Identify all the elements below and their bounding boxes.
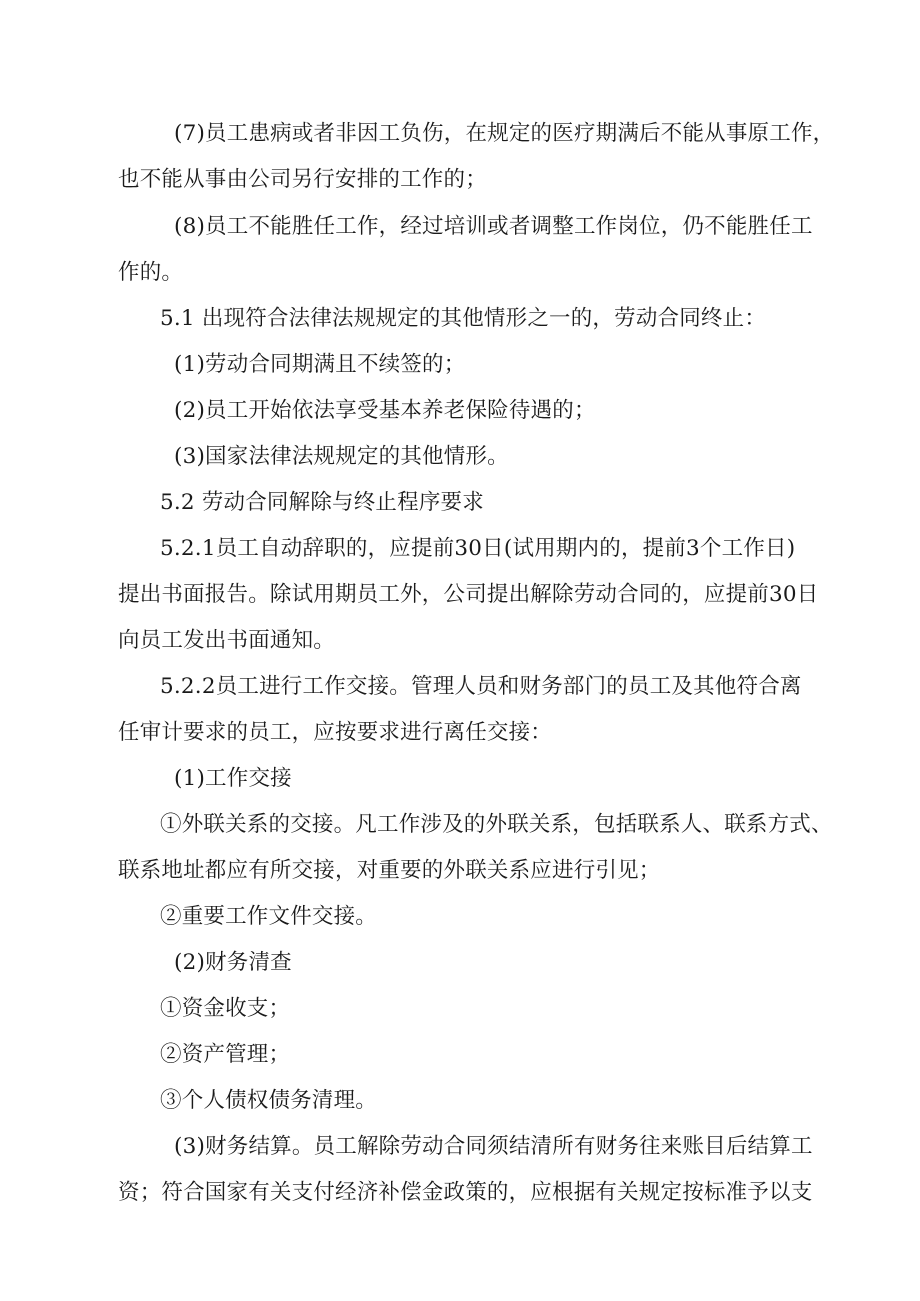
text-line: (1)工作交接 [174,766,292,791]
text-line: (2)财务清查 [174,950,292,975]
text-line: 任审计要求的员工，应按要求进行离任交接： [118,720,553,745]
text-line: (3)国家法律法规规定的其他情形。 [174,444,509,469]
text-line: (2)员工开始依法享受基本养老保险待遇的； [174,398,596,423]
text-line: (8)员工不能胜任工作，经过培训或者调整工作岗位，仍不能胜任工 [174,214,813,239]
text-line: (7)员工患病或者非因工负伤，在规定的医疗期满后不能从事原工作， [174,121,835,146]
text-line: ②资产管理； [160,1042,291,1067]
text-line: ③个人债权债务清理。 [160,1088,378,1113]
text-line: 5.2 劳动合同解除与终止程序要求 [160,490,484,515]
text-line: 5.1 出现符合法律法规规定的其他情形之一的，劳动合同终止： [160,306,767,331]
text-line: 提出书面报告。除试用期员工外，公司提出解除劳动合同的，应提前30日 [118,582,819,607]
text-line: 资；符合国家有关支付经济补偿金政策的，应根据有关规定按标准予以支 [118,1180,813,1205]
text-line: ②重要工作文件交接。 [160,904,378,929]
text-line: (3)财务结算。员工解除劳动合同须结清所有财务往来账目后结算工 [174,1134,813,1159]
text-line: 也不能从事由公司另行安排的工作的； [118,167,487,192]
text-line: 向员工发出书面通知。 [118,628,336,653]
text-line: (1)劳动合同期满且不续签的； [174,352,466,377]
text-line: 5.2.2员工进行工作交接。管理人员和财务部门的员工及其他符合离 [160,674,802,699]
text-line: 5.2.1员工自动辞职的，应提前30日(试用期内的，提前3个工作日) [160,536,796,561]
text-line: ①资金收支； [160,996,291,1021]
text-line: 作的。 [118,260,184,285]
text-line: ①外联关系的交接。凡工作涉及的外联关系，包括联系人、联系方式、 [160,812,833,837]
text-line: 联系地址都应有所交接，对重要的外联关系应进行引见； [118,858,661,883]
